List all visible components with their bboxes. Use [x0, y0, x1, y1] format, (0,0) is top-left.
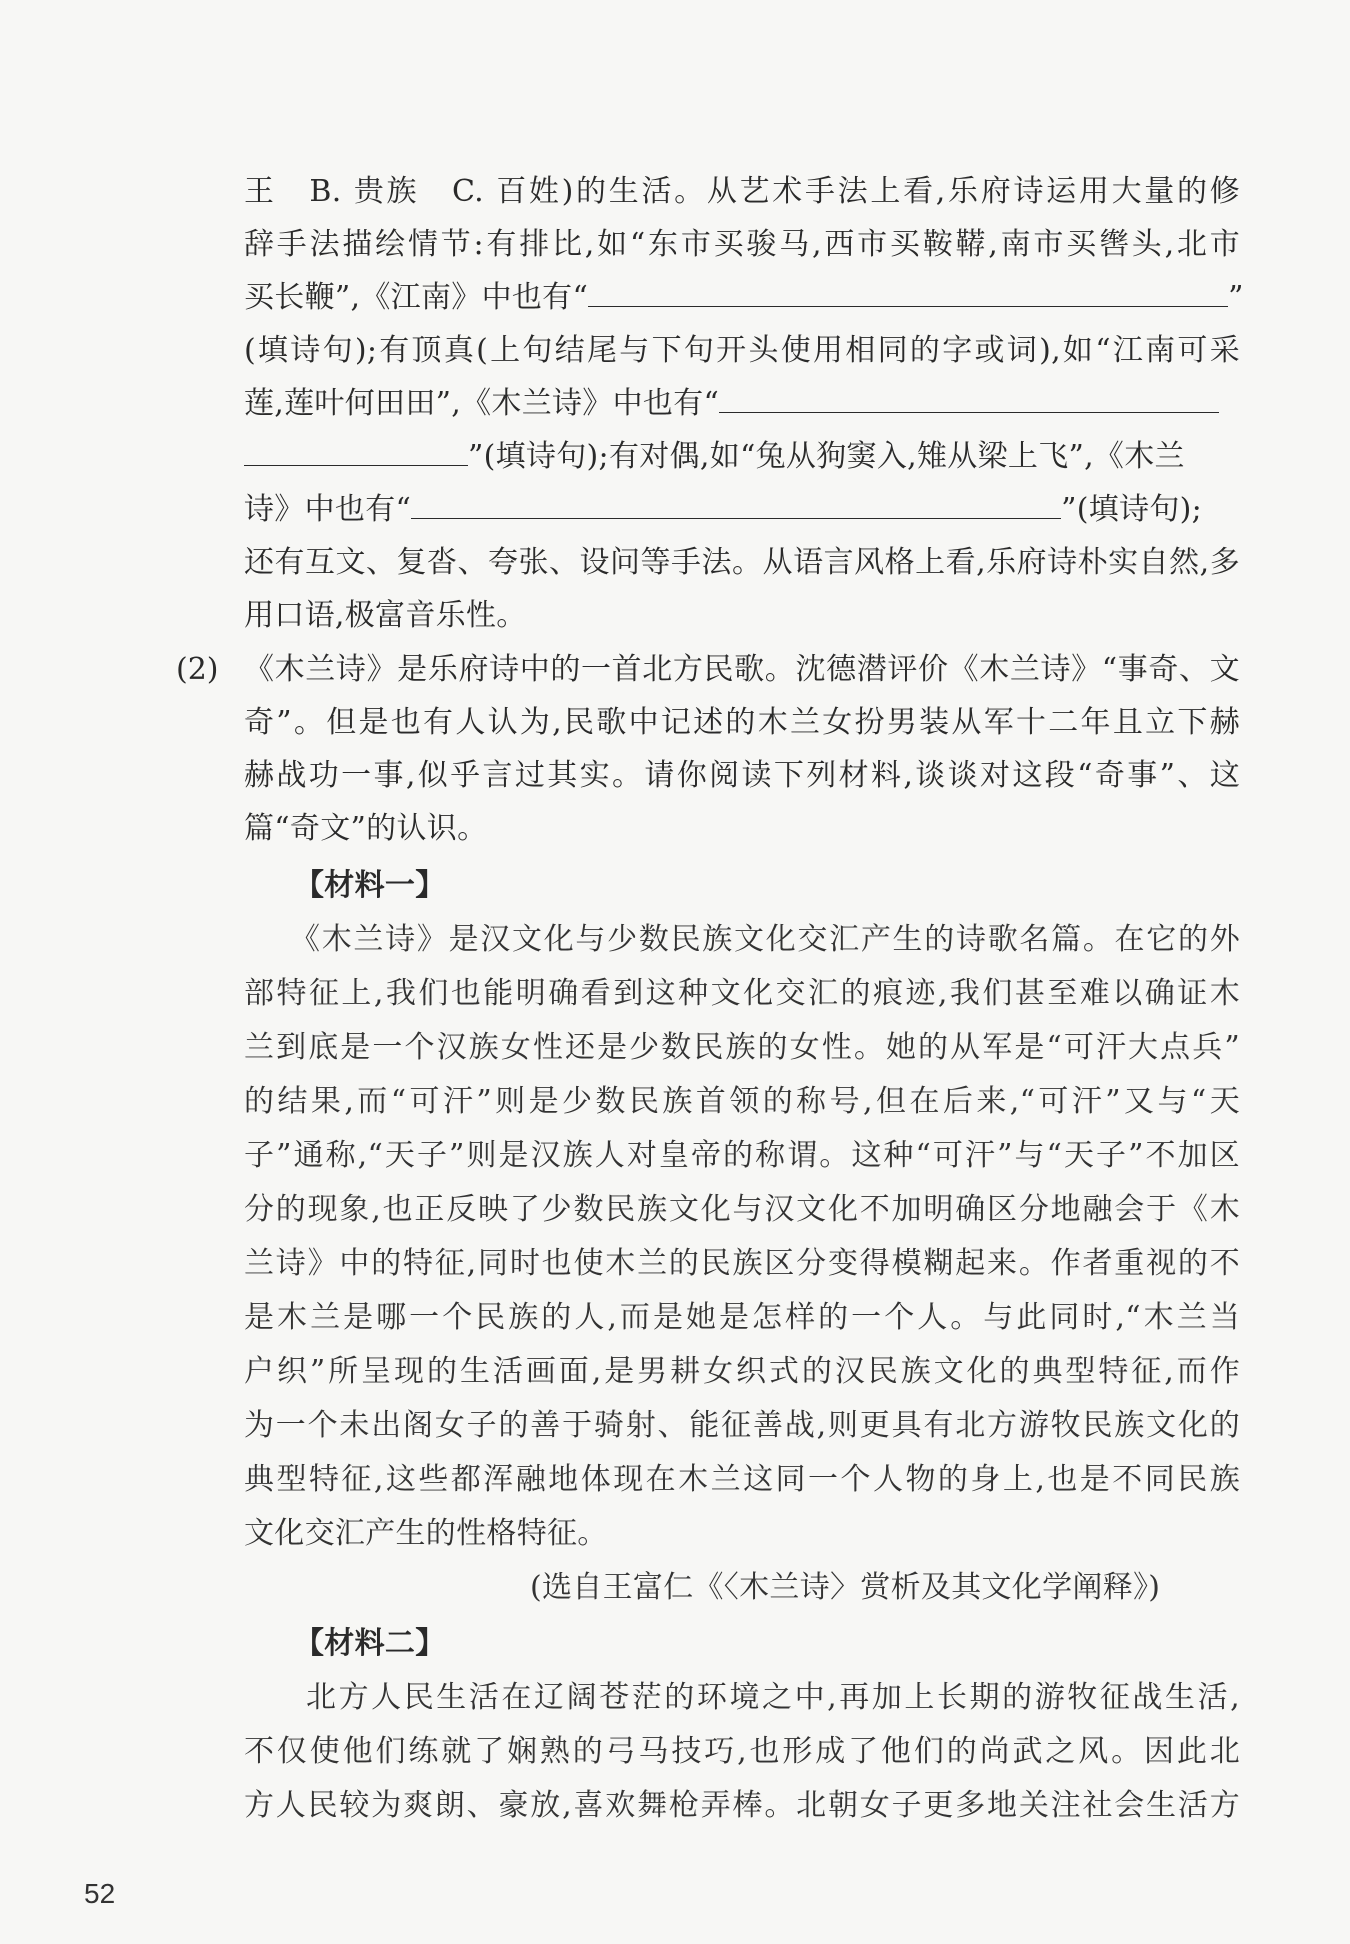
text-line: 部特征上,我们也能明确看到这种文化交汇的痕迹,我们甚至难以确证木: [244, 976, 1240, 1011]
fill-in-blank[interactable]: [244, 439, 468, 466]
text-segment: ”(填诗句);有对偶,如“兔从狗窦入,雉从梁上飞”,《木兰: [468, 439, 1185, 474]
text-segment: ”: [1228, 280, 1244, 315]
text-line: [244, 278, 1244, 318]
text-line: 方人民较为爽朗、豪放,喜欢舞枪弄棒。北朝女子更多地关注社会生活方: [244, 1788, 1240, 1823]
text-line: 篇“奇文”的认识。: [244, 811, 488, 846]
text-segment: 诗》中也有“: [244, 492, 412, 527]
material-one-heading: 【材料一】: [294, 868, 446, 903]
text-line: 为一个未出阁女子的善于骑射、能征善战,则更具有北方游牧民族文化的: [244, 1408, 1240, 1443]
text-line: 兰诗》中的特征,同时也使木兰的民族区分变得模糊起来。作者重视的不: [244, 1246, 1240, 1281]
text-line: 北方人民生活在辽阔苍茫的环境之中,再加上长期的游牧征战生活,: [306, 1680, 1240, 1715]
text-segment: 莲,莲叶何田田”,《木兰诗》中也有“: [244, 386, 720, 421]
text-line: (填诗句);有顶真(上句结尾与下句开头使用相同的字或词),如“江南可采: [244, 333, 1240, 368]
text-line: 子”通称,“天子”则是汉族人对皇帝的称谓。这种“可汗”与“天子”不加区: [244, 1138, 1240, 1173]
text-line: 用口语,极富音乐性。: [244, 598, 527, 633]
text-line: 奇”。但是也有人认为,民歌中记述的木兰女扮男装从军十二年且立下赫: [244, 705, 1240, 740]
text-line: 王 B. 贵族 C. 百姓)的生活。从艺术手法上看,乐府诗运用大量的修: [244, 174, 1240, 209]
text-line: 还有互文、复沓、夸张、设问等手法。从语言风格上看,乐府诗朴实自然,多: [244, 545, 1240, 580]
text-line: 是木兰是哪一个民族的人,而是她是怎样的一个人。与此同时,“木兰当: [244, 1300, 1240, 1335]
text-line: 赫战功一事,似乎言过其实。请你阅读下列材料,谈谈对这段“奇事”、这: [244, 758, 1240, 793]
question-number: (2): [176, 652, 219, 687]
text-line: 辞手法描绘情节:有排比,如“东市买骏马,西市买鞍鞯,南市买辔头,北市: [244, 227, 1240, 262]
text-line: [244, 490, 1240, 530]
fill-in-blank[interactable]: [411, 492, 1061, 519]
page-number: 52: [84, 1878, 116, 1909]
text-line: 典型特征,这些都浑融地体现在木兰这同一个人物的身上,也是不同民族: [244, 1462, 1240, 1497]
text-line: [244, 437, 1240, 477]
fill-in-blank[interactable]: [588, 280, 1228, 307]
text-line: 的结果,而“可汗”则是少数民族首领的称号,但在后来,“可汗”又与“天: [244, 1084, 1240, 1119]
text-line: 文化交汇产生的性格特征。: [244, 1516, 608, 1551]
text-line: [244, 384, 1240, 424]
text-line: 《木兰诗》是汉文化与少数民族文化交汇产生的诗歌名篇。在它的外: [290, 922, 1240, 957]
text-line: 《木兰诗》是乐府诗中的一首北方民歌。沈德潜评价《木兰诗》“事奇、文: [244, 652, 1240, 687]
source-citation: (选自王富仁《〈木兰诗〉赏析及其文化学阐释》): [530, 1570, 1161, 1605]
text-segment: ”(填诗句);: [1061, 492, 1203, 527]
text-line: 分的现象,也正反映了少数民族文化与汉文化不加明确区分地融会于《木: [244, 1192, 1240, 1227]
text-line: 兰到底是一个汉族女性还是少数民族的女性。她的从军是“可汗大点兵”: [244, 1030, 1240, 1065]
text-segment: 买长鞭”,《江南》中也有“: [244, 280, 589, 315]
material-two-heading: 【材料二】: [294, 1626, 446, 1661]
fill-in-blank[interactable]: [719, 386, 1219, 413]
text-line: 户织”所呈现的生活画面,是男耕女织式的汉民族文化的典型特征,而作: [244, 1354, 1240, 1389]
text-line: 不仅使他们练就了娴熟的弓马技巧,也形成了他们的尚武之风。因此北: [244, 1734, 1240, 1769]
